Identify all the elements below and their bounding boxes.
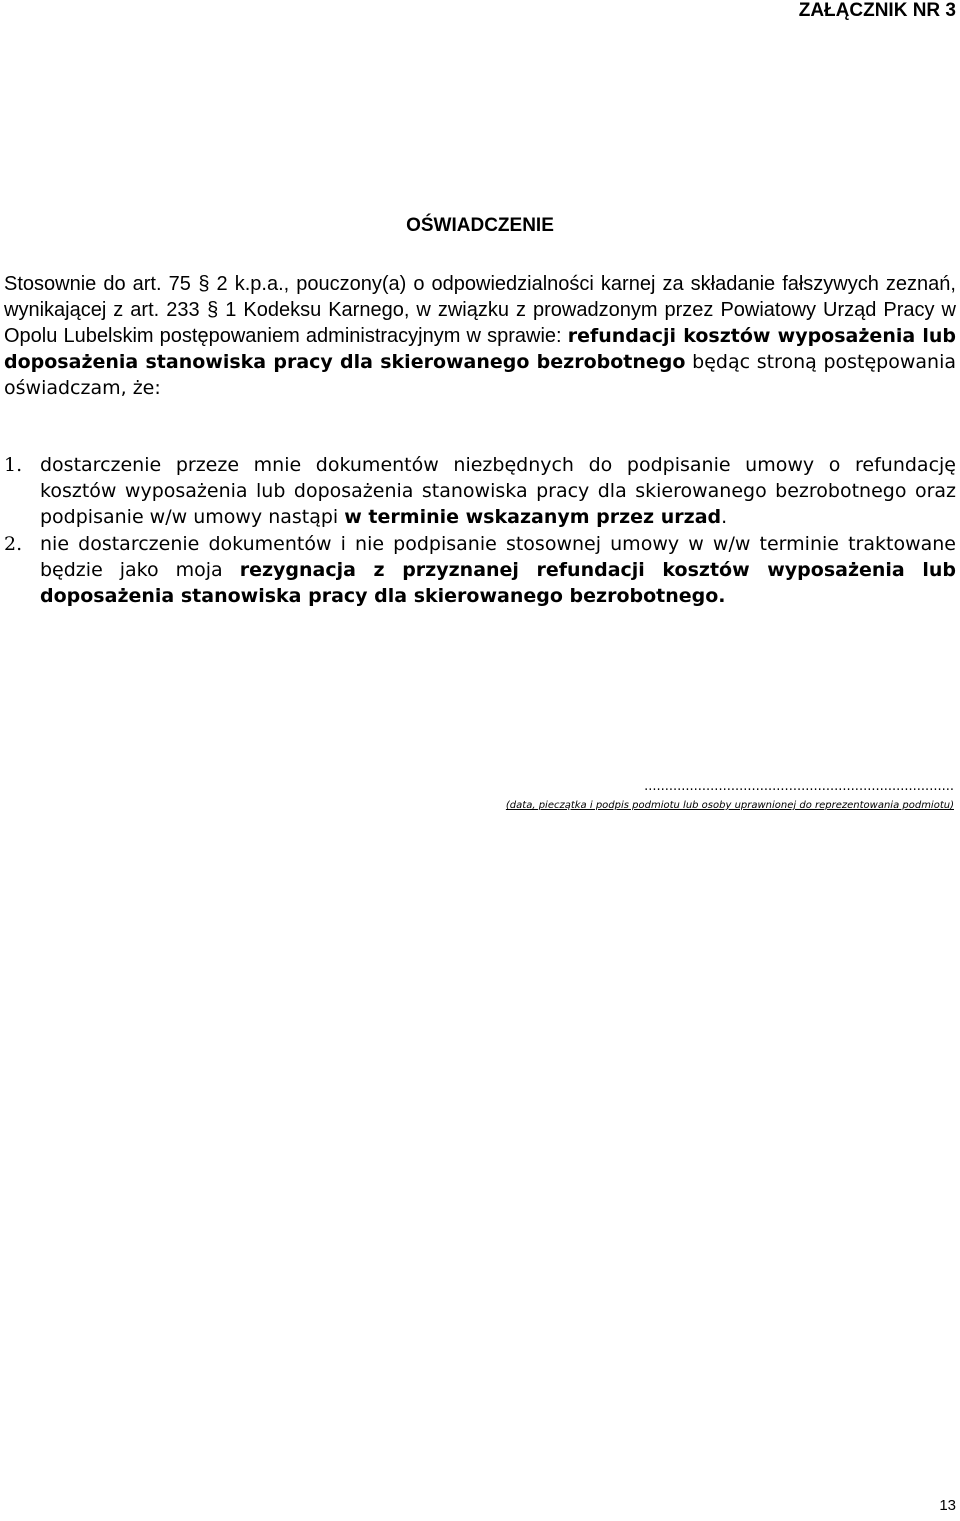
list-item [4,531,956,609]
list-item-bold: rezygnacja z przyznanej refundacji kosztów wyposażenia lub doposażenia stanowiska pracy dla skierowanego bezrobotnego. [40,559,956,607]
list-item-tail: . [721,506,728,528]
list-item-text: dostarczenie przeze mnie dokumentów niezbędnych do podpisanie umowy o refundację kosztów wyposażenia lub doposażenia stanowiska pracy dla skierowanego bezrobotnego oraz podpisanie w/w umowy nastąpi [40,454,956,528]
list-item-number: 2. [4,533,23,555]
document-title: OŚWIADCZENIE [406,215,554,236]
annex-heading: ZAŁĄCZNIK NR 3 [798,0,956,21]
statement-list [4,452,956,610]
list-item-bold: w terminie wskazanym przez urzad [344,506,722,528]
intro-text-4: będąc stroną postępowania oświadczam, że: [4,351,956,399]
list-item-text: nie dostarczenie dokumentów i nie podpisanie stosownej umowy w w/w terminie traktowane będzie jako moja [40,533,956,581]
intro-paragraph [4,271,956,401]
section-sign-2: § [207,299,219,321]
page-number: 13 [939,1497,956,1514]
intro-bold-subject: refundacji kosztów wyposażenia lub doposażenia stanowiska pracy dla skierowanego bezrobotnego [4,325,957,373]
intro-text-2: 2 k.p.a., pouczony(a) o odpowiedzialności karnej za składanie fałszywych zeznań, wynikającej z art. 233 [4,273,956,321]
signature-line: ........................................................................... [644,779,954,794]
list-item [4,452,956,530]
section-sign-1: § [198,273,210,295]
signature-caption: (data, pieczątka i podpis podmiotu lub osoby uprawnionej do reprezentowania podmiotu) [505,800,954,811]
intro-text-3: 1 Kodeksu Karnego, w związku z prowadzonym przez Powiatowy Urząd Pracy w Opolu Lubelskim postępowaniem administracyjnym w sprawie: [4,299,956,347]
intro-text-1: Stosownie do art. 75 [4,273,191,295]
list-item-number: 1. [4,454,23,476]
